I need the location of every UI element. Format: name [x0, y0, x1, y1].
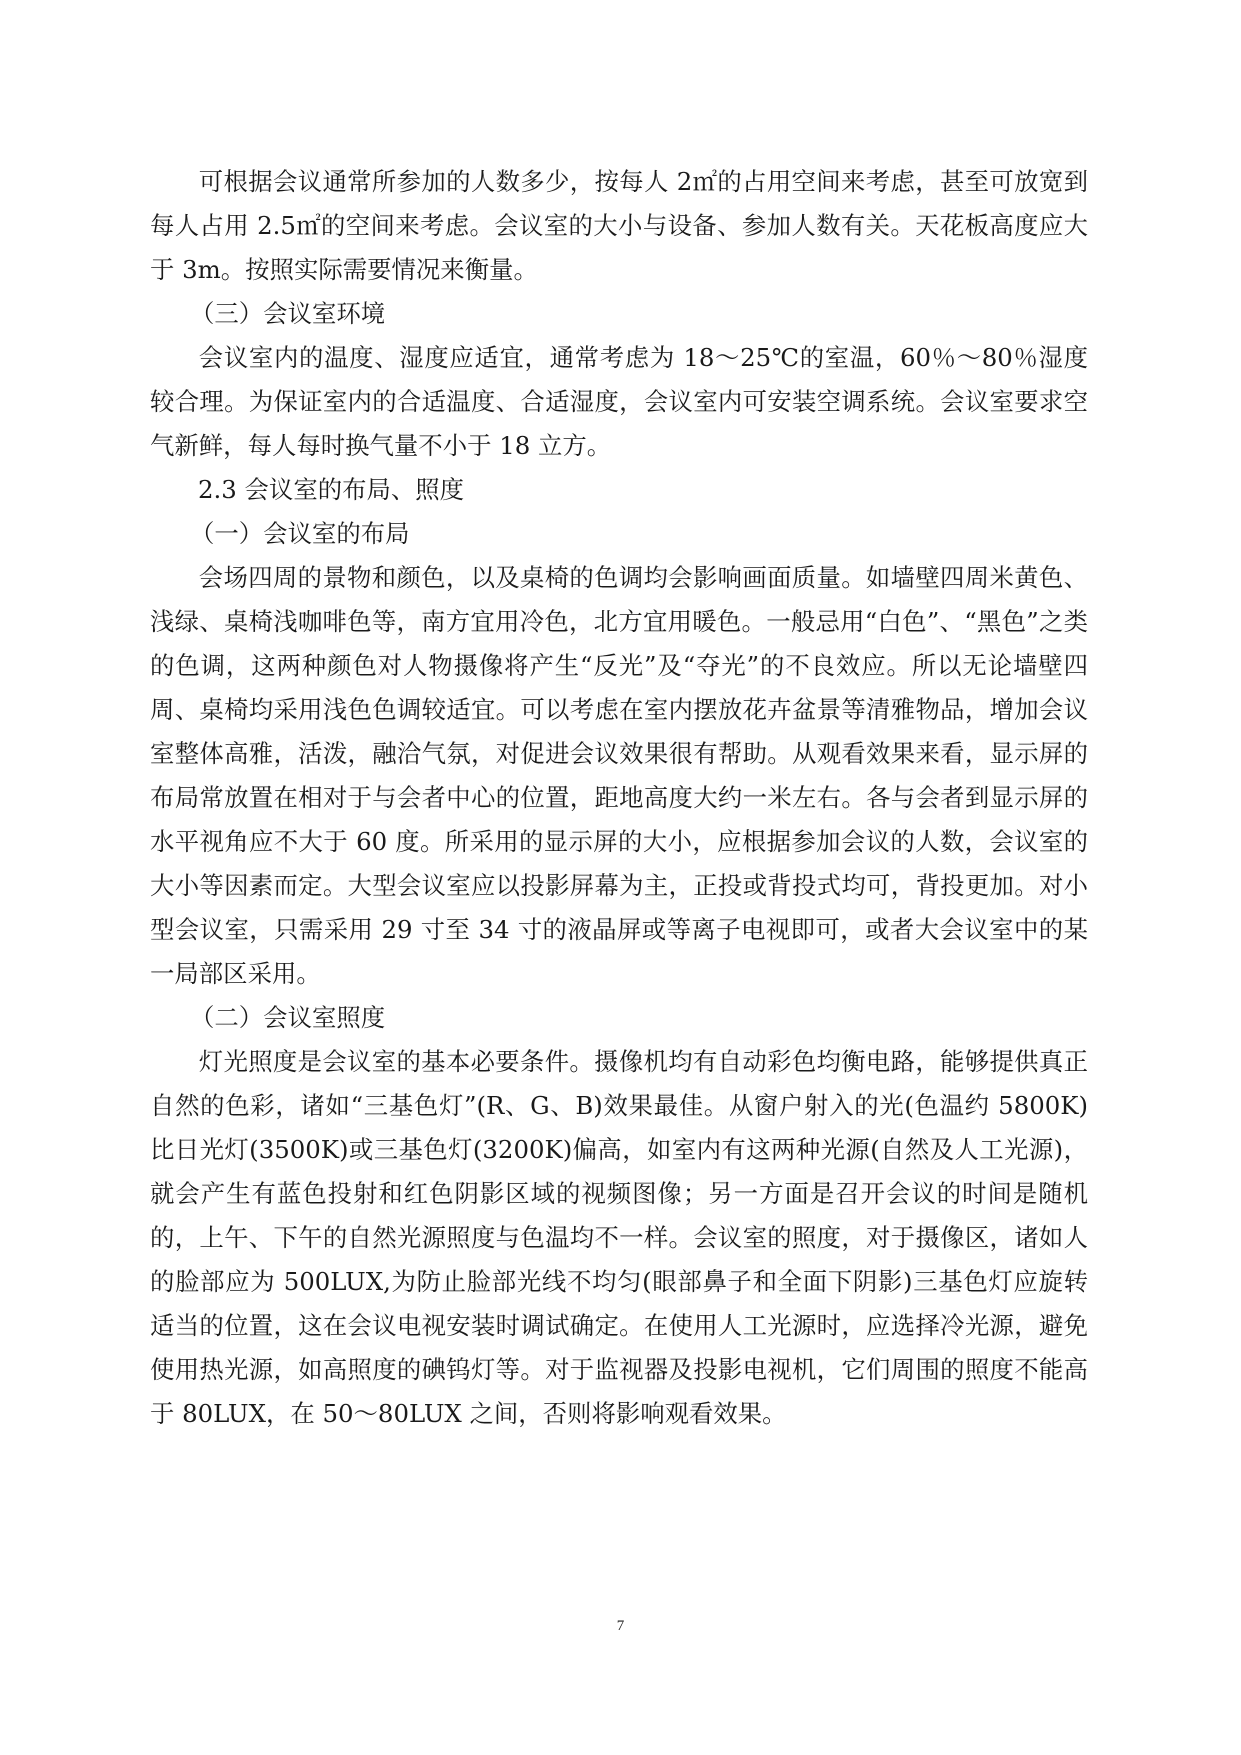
paragraph-room-environment: 会议室内的温度、湿度应适宜，通常考虑为 18～25℃的室温，60％～80％湿度较合理。为保证室内的合适温度、合适湿度，会议室内可安装空调系统。会议室要求空气新鲜，每人每时换气量不小于 18 立方。 [150, 343, 1088, 460]
paragraph-room-illumination: 灯光照度是会议室的基本必要条件。摄像机均有自动彩色均衡电路，能够提供真正自然的色彩，诸如“三基色灯”(R、G、B)效果最佳。从窗户射入的光(色温约 5800K)比日光灯(3500K)或三基色灯(3200K)偏高，如室内有这两种光源(自然及人工光源)，就会产生有蓝色投射和红色阴影区域的视频图像；另一方面是召开会议的时间是随机的，上午、下午的自然光源照度与色温均不一样。会议室的照度，对于摄像区，诸如人的脸部应为 500LUX,为防止脸部光线不均匀(眼部鼻子和全面下阴影)三基色灯应旋转适当的位置，这在会议电视安装时调试确定。在使用人工光源时，应选择冷光源，避免使用热光源，如高照度的碘钨灯等。对于监视器及投影电视机，它们周围的照度不能高于 80LUX，在 50～80LUX 之间，否则将影响观看效果。 [150, 1047, 1088, 1428]
document-body [150, 160, 1088, 1436]
section-heading-layout-lighting: 2.3 会议室的布局、照度 [198, 475, 465, 504]
heading-room-layout: （一）会议室的布局 [190, 519, 410, 548]
heading-room-illumination: （二）会议室照度 [190, 1003, 386, 1032]
page-number: 7 [616, 1618, 625, 1634]
paragraph-room-size: 可根据会议通常所参加的人数多少，按每人 2㎡的占用空间来考虑，甚至可放宽到每人占用 2.5㎡的空间来考虑。会议室的大小与设备、参加人数有关。天花板高度应大于 3m。按照实际需要情况来衡量。 [150, 167, 1088, 284]
paragraph-room-layout: 会场四周的景物和颜色，以及桌椅的色调均会影响画面质量。如墙壁四周米黄色、浅绿、桌椅浅咖啡色等，南方宜用冷色，北方宜用暖色。一般忌用“白色”、“黑色”之类的色调，这两种颜色对人物摄像将产生“反光”及“夺光”的不良效应。所以无论墙壁四周、桌椅均采用浅色色调较适宜。可以考虑在室内摆放花卉盆景等清雅物品，增加会议室整体高雅，活泼，融洽气氛，对促进会议效果很有帮助。从观看效果来看，显示屏的布局常放置在相对于与会者中心的位置，距地高度大约一米左右。各与会者到显示屏的水平视角应不大于 60 度。所采用的显示屏的大小，应根据参加会议的人数，会议室的大小等因素而定。大型会议室应以投影屏幕为主，正投或背投式均可，背投更加。对小型会议室，只需采用 29 寸至 34 寸的液晶屏或等离子电视即可，或者大会议室中的某一局部区采用。 [150, 563, 1088, 988]
heading-room-environment: （三）会议室环境 [190, 299, 386, 328]
